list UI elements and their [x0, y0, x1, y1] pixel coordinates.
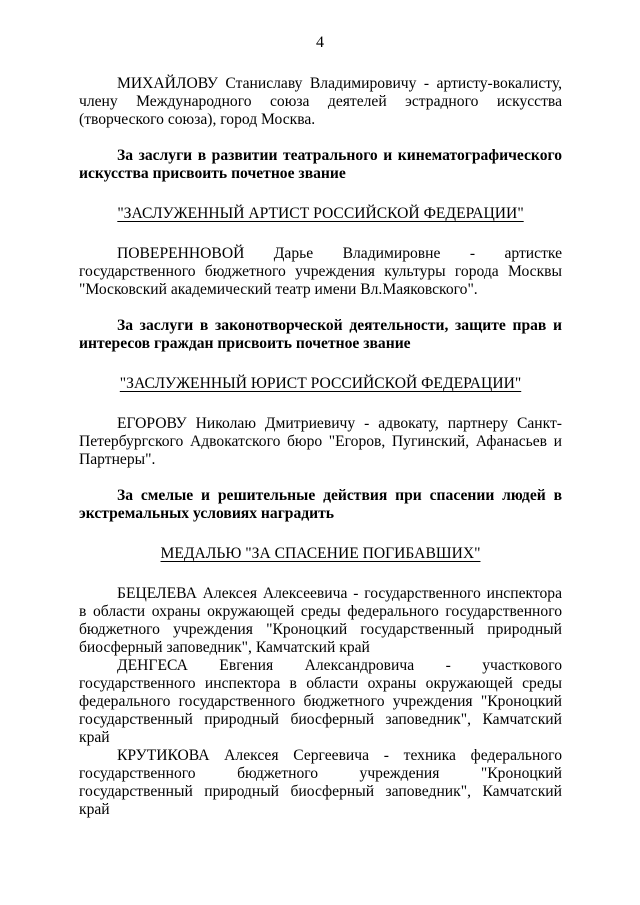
title-honored-artist	[79, 205, 562, 223]
award-entry-mikhailov: МИХАЙЛОВУ Станиславу Владимировичу - артисту-вокалисту, члену Международного союза деятелей эстрадного искусства (творческого союза), город Москва.	[79, 75, 562, 128]
title-honored-lawyer-text: "ЗАСЛУЖЕННЫЙ ЮРИСТ РОССИЙСКОЙ ФЕДЕРАЦИИ"	[119, 375, 522, 392]
document-body	[79, 75, 562, 819]
award-entry-krutikov: КРУТИКОВА Алексея Сергеевича - техника федерального государственного бюджетного учреждения "Кроноцкий государственный природный биосферный заповедник", Камчатский край	[79, 747, 562, 818]
award-entry-betselev: БЕЦЕЛЕВА Алексея Алексеевича - государственного инспектора в области охраны окружающей среды федерального государственного бюджетного учреждения "Кроноцкий государственный природный биосферный заповедник", Камчатский край	[79, 585, 562, 656]
title-honored-lawyer	[79, 375, 562, 393]
title-rescue-medal	[79, 545, 562, 563]
title-honored-artist-text: "ЗАСЛУЖЕННЫЙ АРТИСТ РОССИЙСКОЙ ФЕДЕРАЦИИ"	[117, 205, 524, 222]
title-rescue-medal-text: МЕДАЛЬЮ "ЗА СПАСЕНИЕ ПОГИБАВШИХ"	[160, 545, 481, 562]
award-entry-egorov: ЕГОРОВУ Николаю Дмитриевичу - адвокату, партнеру Санкт-Петербургского Адвокатского бюро "Егоров, Пугинский, Афанасьев и Партнеры".	[79, 415, 562, 468]
award-entry-poverennova: ПОВЕРЕННОВОЙ Дарье Владимировне - артистке государственного бюджетного учреждения культуры города Москвы "Московский академический театр имени Вл.Маяковского".	[79, 245, 562, 298]
decree-theatre-cinema: За заслуги в развитии театрального и кинематографического искусства присвоить почетное звание	[79, 147, 562, 182]
page-number: 4	[316, 34, 324, 51]
decree-rescue: За смелые и решительные действия при спасении людей в экстремальных условиях наградить	[79, 487, 562, 522]
award-entry-dengesa: ДЕНГЕСА Евгения Александровича - участкового государственного инспектора в области охраны окружающей среды федерального государственного бюджетного учреждения "Кроноцкий государственный природный биосферный заповедник", Камчатский край	[79, 657, 562, 746]
decree-lawmaking: За заслуги в законотворческой деятельности, защите прав и интересов граждан присвоить почетное звание	[79, 317, 562, 352]
